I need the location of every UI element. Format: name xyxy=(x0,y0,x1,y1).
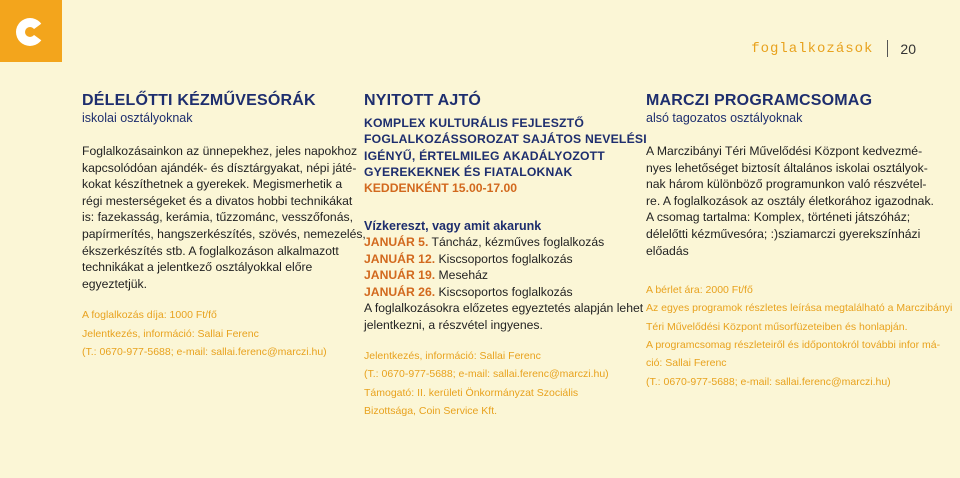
event-item xyxy=(364,251,626,268)
body-line: kapcsolódóan ajándék- és dísztárgyakat, népi játé- xyxy=(82,160,357,175)
column-title: MARCZI PROGRAMCSOMAG xyxy=(646,92,873,109)
contact-details: (T.: 0670-977-5688; e-mail: sallai.ferenc@marczi.hu) xyxy=(364,368,609,381)
column-subtitle: alsó tagozatos osztályoknak xyxy=(646,111,803,125)
info-block xyxy=(646,281,953,391)
contact-info: Jelentkezés, információ: Sallai Ferenc xyxy=(364,350,541,363)
contact-info: Jelentkezés, információ: Sallai Ferenc xyxy=(82,327,259,340)
body-line: nyes lehetőséget biztosít általános iskolai osztályok- xyxy=(646,160,928,175)
contact-info: ció: Sallai Ferenc xyxy=(646,357,727,370)
column-body xyxy=(646,143,934,259)
column-nyitott-ajto xyxy=(364,92,647,420)
event-date: JANUÁR 5. xyxy=(364,235,429,250)
info-line: A programcsomag részleteiről és időpontokról további infor má- xyxy=(646,339,941,352)
column-title: DÉLELŐTTI KÉZMŰVESÓRÁK xyxy=(82,92,316,109)
event-name: Kiscsoportos foglalkozás xyxy=(435,284,573,299)
body-line: re. A foglalkozások az osztály életkorához igazodnak. xyxy=(646,193,934,208)
body-line: előadás xyxy=(646,243,689,258)
sponsor-info: Támogató: II. kerületi Önkormányzat Szociális xyxy=(364,386,579,399)
info-line: Téri Művelődési Központ műsorfüzeteiben és honlapján. xyxy=(646,320,908,333)
contact-details: (T.: 0670-977-5688; e-mail: sallai.ferenc@marczi.hu) xyxy=(82,345,327,358)
body-line: A Marczibányi Téri Művelődési Központ kedvezmé- xyxy=(646,144,923,158)
event-date: JANUÁR 12. xyxy=(364,251,436,266)
body-line: Foglalkozásainkon az ünnepekhez, jeles napokhoz xyxy=(82,144,358,158)
schedule-time: KEDDENKÉNT 15.00-17.00 xyxy=(364,181,518,196)
column-body xyxy=(82,143,366,292)
column-kezmuvesorak xyxy=(82,92,366,361)
event-item xyxy=(364,284,626,301)
event-series-title: Vízkereszt, vagy amit akarunk xyxy=(364,219,542,234)
subtitle-line: KOMPLEX KULTURÁLIS FEJLESZTŐ xyxy=(364,116,585,130)
body-line: A csomag tartalma: Komplex, történeti játszóház; xyxy=(646,210,911,225)
body-line: délelőtti kézművesóra; :)sziamarczi gyerekszínházi xyxy=(646,226,921,241)
event-date: JANUÁR 26. xyxy=(364,284,436,299)
column-marczi-programcsomag xyxy=(646,92,953,391)
logo xyxy=(0,0,62,62)
subtitle-line: GYEREKEKNEK ÉS FIATALOKNAK xyxy=(364,164,573,179)
body-line: ékszerkészítés stb. A foglalkozáson alkalmazott xyxy=(82,243,339,258)
page-number: 20 xyxy=(900,40,916,57)
event-list xyxy=(364,234,644,333)
body-line: kokat készíthetnek a gyerekek. Megismerhetik a xyxy=(82,177,343,192)
event-name: Kiscsoportos foglalkozás xyxy=(435,251,573,266)
body-line: A foglalkozásokra előzetes egyeztetés alapján lehet xyxy=(364,301,644,316)
event-item xyxy=(364,234,626,251)
event-date: JANUÁR 19. xyxy=(364,268,436,283)
column-title: NYITOTT AJTÓ xyxy=(364,92,482,109)
column-subtitle-block xyxy=(364,115,647,180)
info-line: Az egyes programok részletes leírása megtalálható a Marczibányi xyxy=(646,302,953,315)
event-name: Meseház xyxy=(435,268,488,283)
price-info: A bérlet ára: 2000 Ft/fő xyxy=(646,284,753,297)
info-block xyxy=(82,306,327,361)
price-info: A foglalkozás díja: 1000 Ft/fő xyxy=(82,309,217,322)
info-block xyxy=(364,347,626,420)
event-name: Táncház, kézműves foglalkozás xyxy=(428,235,605,250)
sponsor-info: Bizottsága, Coin Service Kft. xyxy=(364,405,498,418)
body-line: nak három különböző programunkon való részvétel- xyxy=(646,177,927,192)
contact-details: (T.: 0670-977-5688; e-mail: sallai.ferenc@marczi.hu) xyxy=(646,375,891,388)
header-divider xyxy=(887,40,888,57)
body-line: egyeztetjük. xyxy=(82,276,148,291)
body-line: technikákat a jelentkező osztályokkal előre xyxy=(82,260,313,275)
subtitle-line: IGÉNYŰ, ÉRTELMILEG AKADÁLYOZOTT xyxy=(364,148,605,163)
subtitle-line: FOGLALKOZÁSSOROZAT SAJÁTOS NEVELÉSI xyxy=(364,132,647,147)
column-subtitle: iskolai osztályoknak xyxy=(82,111,193,125)
body-line: papírmerítés, hangszerkészítés, szövés, nemezelés, xyxy=(82,226,366,241)
event-item xyxy=(364,267,626,284)
section-label: foglalkozások xyxy=(751,40,874,57)
body-line: jelentkezni, a részvétel ingyenes. xyxy=(364,317,543,332)
page-header xyxy=(751,40,916,57)
body-line: is: fazekasság, kerámia, tűzzománc, vesszőfonás, xyxy=(82,210,353,225)
logo-icon xyxy=(15,17,45,47)
body-line: régi mesterségeket és a divatos hobbi technikákat xyxy=(82,193,353,208)
